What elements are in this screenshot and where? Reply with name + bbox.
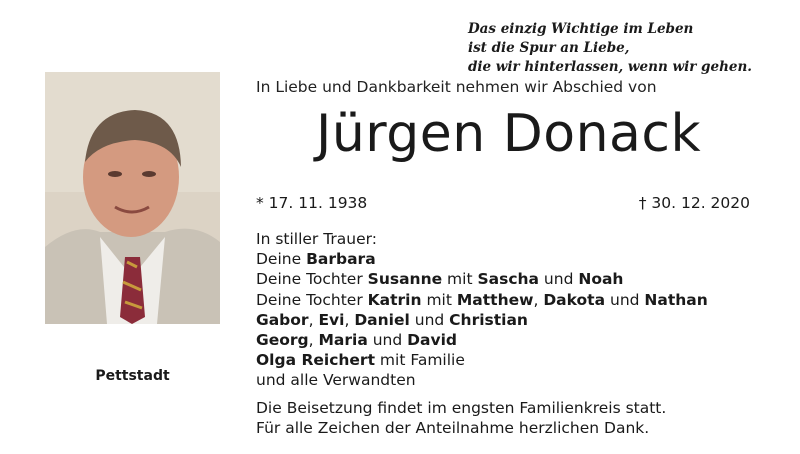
quote <box>468 20 752 77</box>
mourner-line <box>256 290 708 310</box>
mourner-name: Barbara <box>306 250 376 269</box>
mourner-line <box>256 269 708 289</box>
mourner-line: und alle Verwandten <box>256 371 416 390</box>
mourner-text: Deine Tochter <box>256 270 368 289</box>
mourner-text: , <box>344 310 355 329</box>
place-name: Pettstadt <box>95 368 170 384</box>
quote-line: Das einzig Wichtige im Leben <box>467 21 694 37</box>
closing-line: Für alle Zeichen der Anteilnahme herzlichen Dank. <box>256 419 650 437</box>
mourner-text: Deine Tochter <box>256 290 368 309</box>
mourners-list <box>256 229 708 391</box>
mourner-name: Gabor <box>256 310 309 329</box>
mourner-name: Olga Reichert <box>256 351 375 370</box>
closing-text <box>256 398 666 438</box>
quote-line: die wir hinterlassen, wenn wir gehen. <box>467 59 752 75</box>
mourner-name: Katrin <box>367 290 422 309</box>
mourner-name: Dakota <box>543 290 606 309</box>
mourner-text: mit Familie <box>375 351 465 370</box>
mourner-name: Matthew <box>456 290 534 309</box>
mourner-name: Nathan <box>644 290 708 309</box>
mourner-text: , <box>533 290 544 309</box>
mourner-line <box>256 249 708 269</box>
mourner-name: Maria <box>318 331 368 350</box>
quote-line: ist die Spur an Liebe, <box>467 40 630 56</box>
mourner-name: David <box>407 331 457 350</box>
mourner-name: Christian <box>449 310 528 329</box>
mourners-heading: In stiller Trauer: <box>256 230 377 248</box>
mourner-name: Susanne <box>367 270 443 289</box>
mourner-text: und <box>367 331 408 350</box>
mourner-text: , <box>308 310 319 329</box>
deceased-name: Jürgen Donack <box>316 104 702 164</box>
death-date: † 30. 12. 2020 <box>638 194 750 212</box>
closing-line: Die Beisetzung findet im engsten Familienkreis statt. <box>256 399 667 417</box>
mourner-name: Evi <box>318 310 345 329</box>
mourner-name: Noah <box>578 270 624 289</box>
mourner-line <box>256 350 708 370</box>
mourner-name: Georg <box>256 331 309 350</box>
mourner-text: mit <box>421 290 457 309</box>
mourner-text: , <box>308 331 319 350</box>
mourner-line <box>256 310 708 330</box>
mourner-name: Daniel <box>354 310 410 329</box>
mourner-name: Sascha <box>477 270 539 289</box>
mourner-text: und <box>605 290 645 309</box>
mourner-text: und <box>409 310 450 329</box>
mourner-text: Deine <box>256 250 307 269</box>
portrait-image <box>45 72 220 324</box>
portrait-photo <box>45 72 220 324</box>
intro-text: In Liebe und Dankbarkeit nehmen wir Abschied von <box>256 78 657 96</box>
birth-date: * 17. 11. 1938 <box>256 194 368 212</box>
mourner-text: und <box>539 270 579 289</box>
mourner-line <box>256 330 708 350</box>
mourner-text: mit <box>442 270 478 289</box>
